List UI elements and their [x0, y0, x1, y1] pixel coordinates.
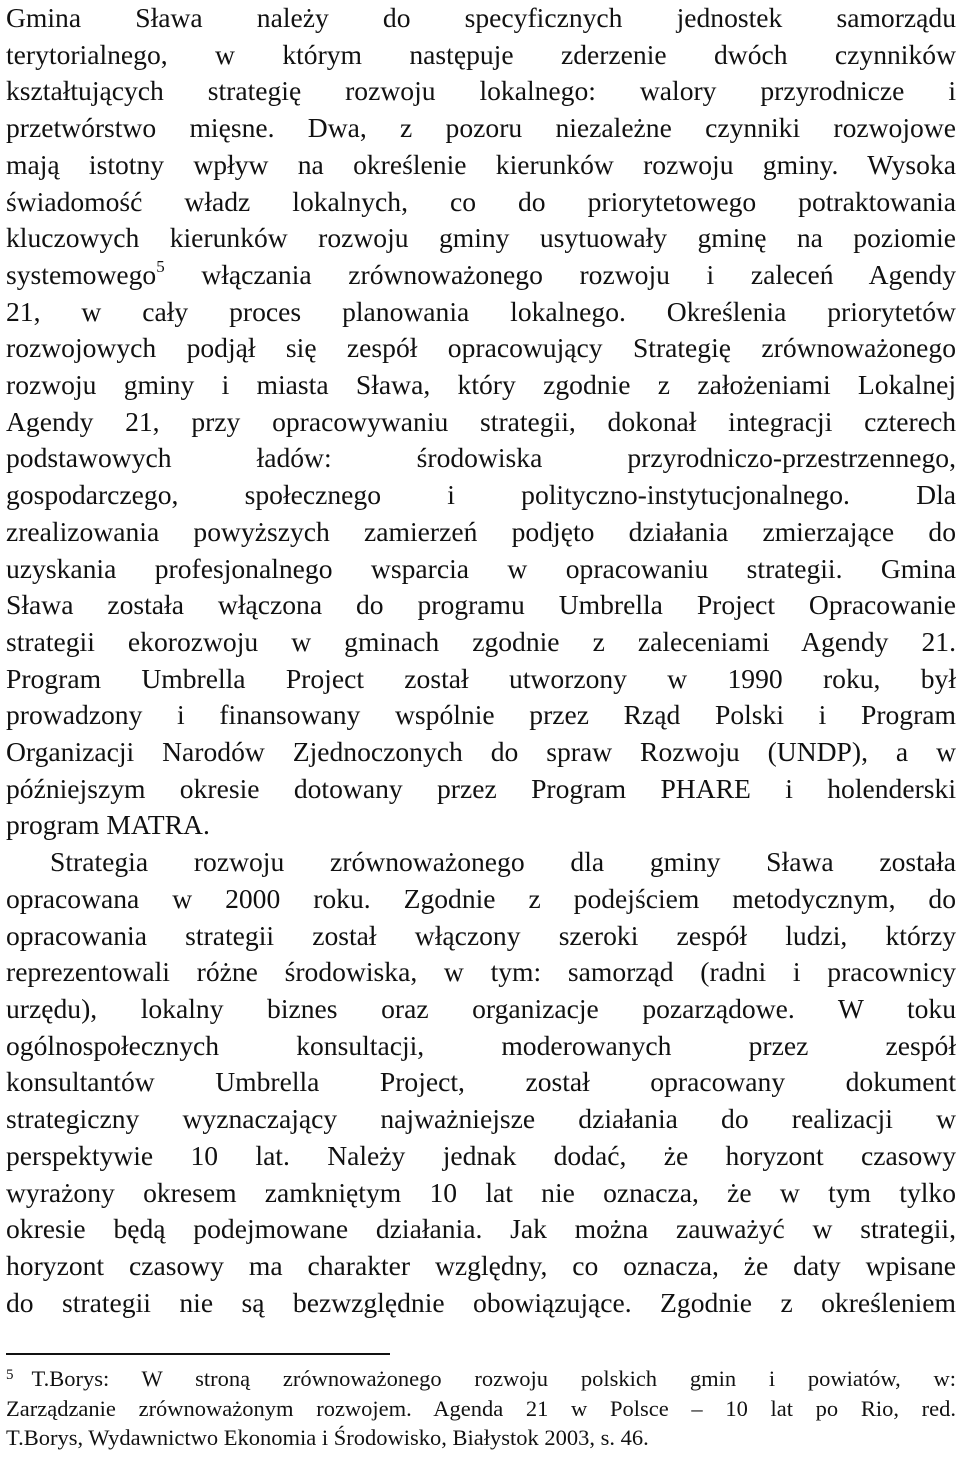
- text-line: zrealizowania powyższych zamierzeń podjęto działania zmierzające do: [6, 515, 956, 547]
- footnote-mark: 5: [6, 1367, 14, 1383]
- text-line: świadomość władz lokalnych, co do priorytetowego potraktowania: [6, 185, 956, 217]
- text-line: kształtujących strategię rozwoju lokalnego: walory przyrodnicze i: [6, 75, 956, 107]
- footnote: [6, 1364, 956, 1453]
- text-line: reprezentowali różne środowiska, w tym: samorząd (radni i pracownicy: [6, 956, 956, 988]
- text-line: strategiczny wyznaczający najważniejsze działania do realizacji w: [6, 1103, 956, 1135]
- text-line: opracowania strategii został włączony szeroki zespół ludzi, którzy: [6, 919, 956, 951]
- text-line: Sława została włączona do programu Umbrella Project Opracowanie: [6, 589, 956, 621]
- footnote-line: Zarządzanie zrównoważonym rozwojem. Agenda 21 w Polsce – 10 lat po Rio, red.: [6, 1395, 956, 1421]
- text-line: do strategii nie są bezwzględnie obowiązujące. Zgodnie z określeniem: [6, 1286, 956, 1318]
- text-line: Organizacji Narodów Zjednoczonych do spraw Rozwoju (UNDP), a w: [6, 736, 956, 768]
- text-line: rozwojowych podjął się zespół opracowujący Strategię zrównoważonego: [6, 332, 956, 364]
- text-line: wyrażony okresem zamkniętym 10 lat nie oznacza, że w tym tylko: [6, 1176, 956, 1208]
- text-line: prowadzony i finansowany wspólnie przez Rząd Polski i Program: [6, 699, 956, 731]
- text-line: opracowana w 2000 roku. Zgodnie z podejściem metodycznym, do: [6, 882, 956, 914]
- text-line: konsultantów Umbrella Project, został opracowany dokument: [6, 1066, 956, 1098]
- footnote-separator: [6, 1353, 390, 1355]
- paragraph-2: [6, 844, 956, 1321]
- text-line: rozwoju gminy i miasta Sława, który zgodnie z założeniami Lokalnej: [6, 369, 956, 401]
- text-line: ogólnospołecznych konsultacji, moderowanych przez zespół: [6, 1029, 956, 1061]
- text-line: Program Umbrella Project został utworzony w 1990 roku, był: [6, 662, 956, 694]
- text-line: późniejszym okresie dotowany przez Program PHARE i holenderski: [6, 772, 956, 804]
- text-line: Gmina Sława należy do specyficznych jednostek samorządu: [6, 2, 956, 33]
- text-line: perspektywie 10 lat. Należy jednak dodać, że horyzont czasowy: [6, 1139, 956, 1171]
- text-line: Strategia rozwoju zrównoważonego dla gminy Sława została: [50, 846, 956, 878]
- footnote-line: [6, 1364, 956, 1394]
- text-line: gospodarczego, społecznego i polityczno-instytucjonalnego. Dla: [6, 479, 956, 511]
- footnote-reference: 5: [156, 256, 165, 276]
- text-line: terytorialnego, w którym następuje zderzenie dwóch czynników: [6, 38, 956, 70]
- text-line: horyzont czasowy ma charakter względny, co oznacza, że daty wpisane: [6, 1249, 956, 1281]
- document-page: [6, 0, 956, 1321]
- text-line: urzędu), lokalny biznes oraz organizacje pozarządowe. W toku: [6, 992, 956, 1024]
- text-line: uzyskania profesjonalnego wsparcia w opracowaniu strategii. Gmina: [6, 552, 956, 584]
- text-fragment: systemowego: [6, 258, 157, 290]
- text-line-with-footnote-ref: [6, 257, 956, 294]
- text-line: Agendy 21, przy opracowywaniu strategii, dokonał integracji czterech: [6, 405, 956, 437]
- text-fragment: włączania zrównoważonego rozwoju i zaleceń Agendy: [164, 258, 956, 290]
- text-line: program MATRA.: [6, 809, 210, 841]
- footnote-text: T.Borys: W stroną zrównoważonego rozwoju polskich gmin i powiatów, w:: [31, 1366, 956, 1391]
- text-line: kluczowych kierunków rozwoju gminy usytuowały gminę na poziomie: [6, 222, 956, 254]
- paragraph-1: [6, 0, 956, 844]
- text-line: 21, w cały proces planowania lokalnego. Określenia priorytetów: [6, 295, 956, 327]
- text-line: okresie będą podejmowane działania. Jak można zauważyć w strategii,: [6, 1213, 956, 1245]
- text-line: mają istotny wpływ na określenie kierunków rozwoju gminy. Wysoka: [6, 148, 956, 180]
- text-line: przetwórstwo mięsne. Dwa, z pozoru niezależne czynniki rozwojowe: [6, 112, 956, 144]
- text-line: podstawowych ładów: środowiska przyrodniczo-przestrzennego,: [6, 442, 956, 474]
- footnote-line: T.Borys, Wydawnictwo Ekonomia i Środowisko, Białystok 2003, s. 46.: [6, 1425, 649, 1450]
- text-line: strategii ekorozwoju w gminach zgodnie z zaleceniami Agendy 21.: [6, 625, 956, 657]
